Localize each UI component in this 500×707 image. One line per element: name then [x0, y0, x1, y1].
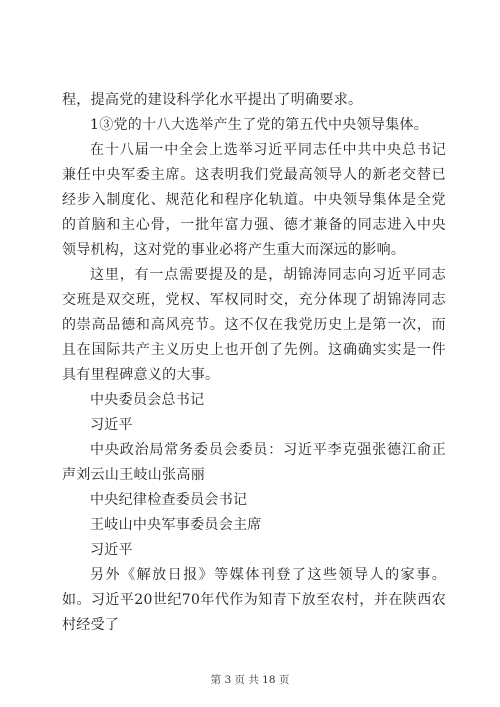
paragraph-family-matters: 另外《解放日报》等媒体刊登了这些领导人的家事。如。习近平20世纪70年代作为知青下放至农村，并在陕西农村经受了: [62, 567, 446, 633]
page-footer: 第 3 页 共 18 页: [210, 674, 290, 686]
paragraph-name: 习近平: [90, 542, 133, 558]
paragraph-section-heading: 1③党的十八大选举产生了党的第五代中央领导集体。: [90, 117, 429, 133]
paragraph-military-commission: 王岐山中央军事委员会主席: [90, 517, 262, 533]
paragraph-title-discipline: 中央纪律检查委员会书记: [90, 492, 248, 508]
paragraph-handover: 这里，有一点需要提及的是，胡锦涛同志向习近平同志交班是双交班，党权、军权同时交，充分体现了胡锦涛同志的崇高品德和高风亮节。这不仅在我党历史上是第一次，而且在国际共产主义历史上也开创了先例。这确确实实是一件具有里程碑意义的大事。: [62, 267, 446, 383]
paragraph-election: 在十八届一中全会上选举习近平同志任中共中央总书记兼任中央军委主席。这表明我们党最高领导人的新老交替已经步入制度化、规范化和程序化轨道。中央领导集体是全党的首脑和主心骨，一批年富力强、德才兼备的同志进入中央领导机构，这对党的事业必将产生重大而深远的影响。: [62, 142, 446, 258]
paragraph-standing-committee: 中央政治局常务委员会委员：习近平李克强张德江俞正声刘云山王岐山张高丽: [62, 442, 446, 483]
paragraph-continuation: 程，提高党的建设科学化水平提出了明确要求。: [62, 92, 363, 108]
document-body: [62, 88, 446, 638]
paragraph-name: 习近平: [90, 417, 133, 433]
paragraph-title-general-secretary: 中央委员会总书记: [90, 392, 205, 408]
